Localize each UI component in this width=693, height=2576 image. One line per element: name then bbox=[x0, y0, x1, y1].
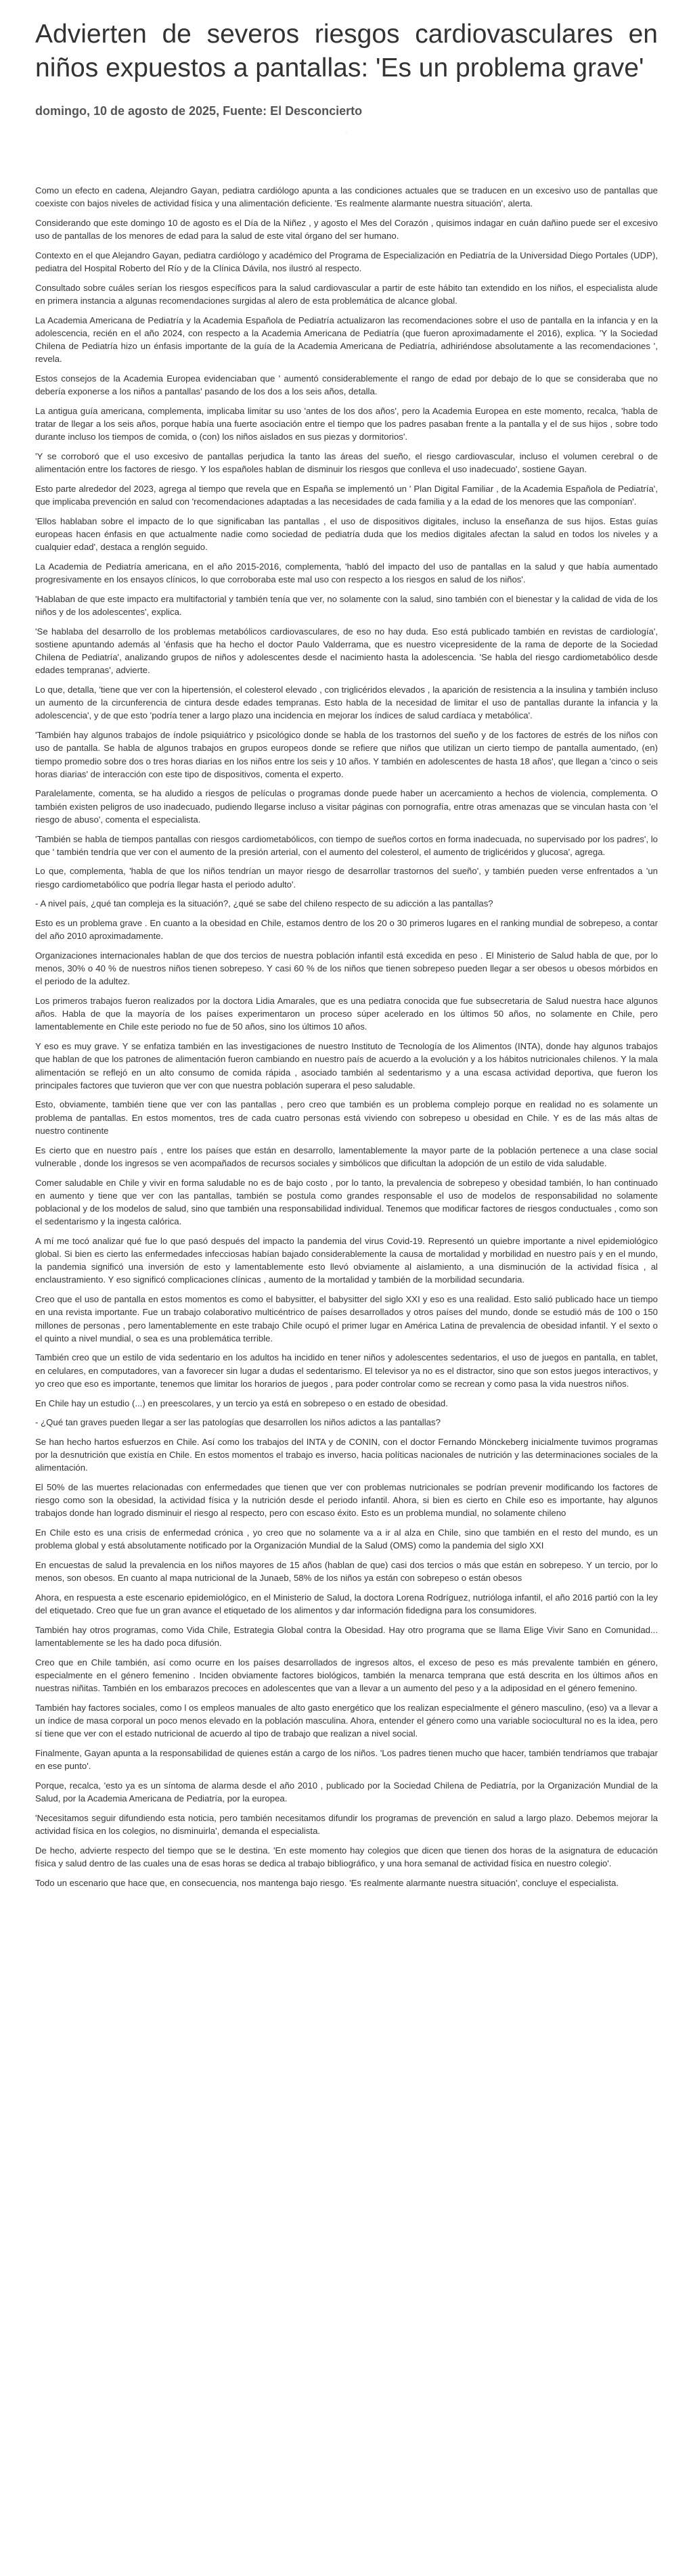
article-paragraph: 'También se habla de tiempos pantallas con riesgos cardiometabólicos, con tiempo de sueños cortos en forma inadecuada, no supervisado por los padres', lo que ' también tendría que ver con el aumento de la presión arterial, con el aumento del colesterol, el aumento de triglicéridos y glucosa', agrega. bbox=[35, 833, 658, 857]
article-title: Advierten de severos riesgos cardiovasculares en niños expuestos a pantallas: 'Es un problema grave' bbox=[35, 20, 658, 83]
article-paragraph: Ahora, en respuesta a este escenario epidemiológico, en el Ministerio de Salud, la doctora Lorena Rodríguez, nutrióloga infantil, el año 2016 partió con la ley del etiquetado. Creo que fue un gran avance el etiquetado de los alimentos y dar información fidedigna para los consumidores. bbox=[35, 1592, 658, 1616]
article-paragraph: Estos consejos de la Academia Europea evidenciaban que ' aumentó considerablemente el rango de edad por debajo de lo que se consideraba que no debería exponerse a los niños a pantallas' pasando de los dos a los seis años, detalla. bbox=[35, 373, 658, 397]
article-paragraph: 'Necesitamos seguir difundiendo esta noticia, pero también necesitamos difundir los programas de prevención en salud a largo plazo. Debemos mejorar la actividad física en los colegios, no disminuirla', demanda el especialista. bbox=[35, 1812, 658, 1837]
article-paragraph: 'Hablaban de que este impacto era multifactorial y también tenía que ver, no solamente con la salud, sino también con el bienestar y la calidad de vida de los niños y de los adolescentes', explica. bbox=[35, 593, 658, 617]
article-paragraph: Comer saludable en Chile y vivir en forma saludable no es de bajo costo , por lo tanto, la prevalencia de sobrepeso y obesidad también, lo han continuado en aumento y tiene que ver con las pantallas, también se postula como grandes responsable el uso de modelos de responsabilidad no solamente poblacional y de los modelos de salud, sino que también una responsabilidad individual. Tenemos que modificar factores de riesgos conductuales , como son el sedentarismo y la ingesta calórica. bbox=[35, 1177, 658, 1227]
article-paragraph: El 50% de las muertes relacionadas con enfermedades que tienen que ver con problemas nutricionales se podrían prevenir modificando los factores de riesgo como son la obesidad, la actividad física y la nutrición desde el periodo infantil. Ahora, si bien es cierto en Chile eso es importante, hay algunos trabajos donde han logrado disminuir el riesgo al respecto, pero con escaso éxito. Esto es un problema mundial, no solamente chileno bbox=[35, 1482, 658, 1519]
article-paragraph: Considerando que este domingo 10 de agosto es el Día de la Niñez , y agosto el Mes del Corazón , quisimos indagar en cuán dañino puede ser el excesivo uso de pantallas de los menores de edad para la salud de este vital órgano del ser humano. bbox=[35, 217, 658, 242]
article-paragraph: Todo un escenario que hace que, en consecuencia, nos mantenga bajo riesgo. 'Es realmente alarmante nuestra situación', concluye el especialista. bbox=[35, 1877, 619, 1888]
article-paragraph: Esto parte alrededor del 2023, agrega al tiempo que revela que en España se implementó un ' Plan Digital Familiar , de la Academia Española de Pediatría', que implicaba prevención en salud con 'recomendaciones adaptadas a las necesidades de cada familia y a la edad de los menores que las componían'. bbox=[35, 483, 658, 507]
article-paragraph: Porque, recalca, 'esto ya es un síntoma de alarma desde el año 2010 , publicado por la Sociedad Chilena de Pediatría, por la Organización Mundial de la Salud, por la Academia Americana de Pediatría, por la europea. bbox=[35, 1780, 658, 1804]
article-paragraph: Esto, obviamente, también tiene que ver con las pantallas , pero creo que también es un problema complejo porque en realidad no es solamente un problema de pantallas. En estos momentos, tres de cada cuatro personas está viviendo con sobrepeso u obesidad en Chile. Y es de las más altas de nuestro continente bbox=[35, 1099, 658, 1136]
article-paragraph: Organizaciones internacionales hablan de que dos tercios de nuestra población infantil está excedida en peso . El Ministerio de Salud habla de que, por lo menos, 30% o 40 % de nuestros niños tienen sobrepeso. Y casi 60 % de los niños que tienen sobrepeso pueden llegar a ser obesos u obesos mórbidos en el periodo de la adultez. bbox=[35, 950, 658, 987]
article-paragraph: Los primeros trabajos fueron realizados por la doctora Lidia Amarales, que es una pediatra conocida que fue subsecretaria de Salud nuestra hace algunos años. Habla de que la mayoría de los países experimentaron un proceso súper acelerado en los últimos 50 años, no solamente en Chile, pero lamentablemente en Chile este periodo no fue de 50 años, sino los últimos 10 años. bbox=[35, 996, 658, 1032]
article-paragraph: También hay otros programas, como Vida Chile, Estrategia Global contra la Obesidad. Hay otro programa que se llama Elige Vivir Sano en Comunidad... lamentablemente se les ha dado poca difusión. bbox=[35, 1624, 658, 1649]
article-paragraph: - ¿Qué tan graves pueden llegar a ser las patologías que desarrollen los niños adictos a las pantallas? bbox=[35, 1417, 441, 1428]
article-body bbox=[35, 184, 658, 1889]
article-paragraph: Consultado sobre cuáles serían los riesgos específicos para la salud cardiovascular a partir de este hábito tan extendido en los niños, el especialista alude en primera instancia a algunas recomendaciones surgidas al alero de esta problemática de alcance global. bbox=[35, 282, 658, 306]
article-paragraph: En Chile esto es una crisis de enfermedad crónica , yo creo que no solamente va a ir al alza en Chile, sino que también en el resto del mundo, es un problema global y está absolutamente notificado por la Organización Mundial de la Salud (OMS) como la pandemia del siglo XXI bbox=[35, 1527, 658, 1551]
article-paragraph: 'También hay algunos trabajos de índole psiquiátrico y psicológico donde se habla de los trastornos del sueño y de los factores de estrés de los niños con uso de pantalla. Se habla de algunos trabajos en grupos europeos donde se refiere que niños que utilizan un cierto tiempo de pantalla aumentado, (en) tiempo promedio sobre dos o tres horas diarias en los niños entre los seis y 10 años. Y también en adolescentes de hasta 18 años', que llegan a 'cinco o seis horas diarias' de interacción con este tipo de dispositivos, comenta el experto. bbox=[35, 730, 658, 779]
article-paragraph: Es cierto que en nuestro país , entre los países que están en desarrollo, lamentablemente la mayor parte de la población pertenece a una clase social vulnerable , donde los ingresos se ven acompañados de recursos sociales y simbólicos que dificultan la adopción de un estilo de vida saludable. bbox=[35, 1145, 658, 1168]
article-paragraph: 'Se hablaba del desarrollo de los problemas metabólicos cardiovasculares, de eso no hay duda. Eso está publicado también en revistas de cardiología', sostiene apuntando además al 'énfasis que ha hecho el doctor Paulo Valderrama, que es nuestro vicepresidente de la rama de deporte de la Sociedad Chilena de Pediatría', analizando grupos de niños y adolescentes desde el nacimiento hasta la adolescencia. 'Se habla del riesgo cardiometabólico desde edades tempranas', advierte. bbox=[35, 626, 658, 676]
article-paragraph: Lo que, detalla, 'tiene que ver con la hipertensión, el colesterol elevado , con triglicéridos elevados , la aparición de resistencia a la insulina y también incluso un aumento de la circunferencia de cintura desde edades tempranas. Esto habla de la necesidad de limitar el uso de pantallas durante la infancia y la adolescencia', y de que esto 'podría tener a largo plazo una incidencia en mejorar los índices de salud cardíaca y metabólica'. bbox=[35, 685, 658, 721]
article-paragraph: También hay factores sociales, como l os empleos manuales de alto gasto energético que los realizan especialmente el género masculino, (eso) va a llevar a un índice de masa corporal un poco menos elevado en la población masculina. Ahora, entender el género como una variable sociocultural no es la idea, pero sí tiene que ver con el estado nutricional de acuerdo al tipo de trabajo que realizan a nivel social. bbox=[35, 1702, 658, 1739]
article-paragraph: Finalmente, Gayan apunta a la responsabilidad de quienes están a cargo de los niños. 'Los padres tienen mucho que hacer, también tendríamos que trabajar en ese punto'. bbox=[35, 1748, 658, 1772]
article-paragraph: Como un efecto en cadena, Alejandro Gayan, pediatra cardiólogo apunta a las condiciones actuales que se traducen en un excesivo uso de pantallas que coexiste con bajos niveles de actividad física y una alimentación deficiente. 'Es realmente alarmante nuestra situación', alerta. bbox=[35, 185, 658, 209]
article-paragraph: Lo que, complementa, 'habla de que los niños tendrían un mayor riesgo de desarrollar trastornos del sueño', y también pueden verse enfrentados a 'un riesgo cardiometabólico que podría llegar hasta el periodo adulto'. bbox=[35, 866, 658, 890]
article-paragraph: Esto es un problema grave . En cuanto a la obesidad en Chile, estamos dentro de los 20 o 30 primeros lugares en el ranking mundial de sobrepeso, a contar del año 2010 aproximadamente. bbox=[35, 918, 658, 942]
article-paragraph: Creo que el uso de pantalla en estos momentos es como el babysitter, el babysitter del siglo XXI y eso es una realidad. Esto salió publicado hace un tiempo en una revista importante. Fue un trabajo colaborativo multicéntrico de países desarrollados y otros países del mundo, donde se estudió más de 100 o 150 millones de personas , pero lamentablemente en este trabajo Chile ocupó el primer lugar en América Latina de prevalencia de obesidad infantil. Y el sexto o el quinto a nivel mundial, o sea es una problemática terrible. bbox=[35, 1294, 658, 1343]
article-paragraph: Creo que en Chile también, así como ocurre en los países desarrollados de ingresos altos, el exceso de peso es más prevalente también en género, especialmente en el género femenino . Inciden obviamente factores biológicos, también la menarca temprana que está descrita en los últimos años en nuestras niñitas. También en los embarazos precoces en adolescentes que van a llevar a un aumento del peso y a la adiposidad en el género femenino. bbox=[35, 1657, 658, 1694]
article-paragraph: 'Y se corroboró que el uso excesivo de pantallas perjudica la tanto las áreas del sueño, el riesgo cardiovascular, incluso el volumen cerebral o de alimentación entre los factores de riesgo. Y los españoles hablan de disminuir los riesgos que conlleva el uso inadecuado', sostiene Gayan. bbox=[35, 451, 658, 475]
article-paragraph: La Academia de Pediatría americana, en el año 2015-2016, complementa, 'habló del impacto del uso de pantallas en la salud y que había aumentado progresivamente en los ensayos clínicos, lo que corroboraba este mal uso con respecto a los riesgos en salud de los niños'. bbox=[35, 561, 658, 585]
article-paragraph: 'Ellos hablaban sobre el impacto de lo que significaban las pantallas , el uso de dispositivos digitales, incluso la enseñanza de sus hijos. Estas guías europeas hacen énfasis en que actualmente nadie como sociedad de pediatría duda que los medios digitales afectan la salud en todos los niveles y a cualquier edad', destaca a renglón seguido. bbox=[35, 515, 658, 553]
article-paragraph: Y eso es muy grave. Y se enfatiza también en las investigaciones de nuestro Instituto de Tecnología de los Alimentos (INTA), donde hay algunos trabajos que hablan de que los patrones de alimentación fueron cambiando en nuestro país de acuerdo a la evolución y a los hábitos nutricionales chilenos. Y la mala alimentación se reflejó en un alto consumo de comida rápida , asociado también al sedentarismo y a una escasa actividad deportiva, que fueron los principales factores que tuvieron que ver con que nuestra población superara el peso saludable. bbox=[35, 1041, 658, 1090]
article-paragraph: La Academia Americana de Pediatría y la Academia Española de Pediatría actualizaron las recomendaciones sobre el uso de pantalla en la infancia y en la adolescencia, recién en el año 2024, con respecto a la Academia Americana de Pediatría (que fueron aproximadamente el 2016), explica. 'Y la Sociedad Chilena de Pediatría hizo un énfasis importante de la guía de la Academia Americana de Pediatría, adhiriéndose absolutamente a las recomendaciones ', revela. bbox=[35, 315, 658, 365]
article-paragraph: A mí me tocó analizar qué fue lo que pasó después del impacto la pandemia del virus Covid-19. Representó un quiebre importante a nivel epidemiológico global. Si bien es cierto las enfermedades infecciosas habían bajado considerablemente la causa de mortalidad y morbilidad en nuestro país y en el mundo, la pandemia significó una inversión de esto y lamentablemente esto llevó obviamente al aislamiento, a una disminución de la actividad física , al enclaustramiento. Y eso significó complicaciones clínicas , aumento de la mortalidad y también de la morbilidad secundaria. bbox=[35, 1235, 658, 1285]
article-meta: domingo, 10 de agosto de 2025, Fuente: El Desconcierto bbox=[35, 104, 363, 118]
article-paragraph: Contexto en el que Alejandro Gayan, pediatra cardiólogo y académico del Programa de Especialización en Pediatría de la Universidad Diego Portales (UDP), pediatra del Hospital Roberto del Río y de la Clínica Dávila, nos ilustró al respecto. bbox=[35, 250, 658, 274]
article-paragraph: Se han hecho hartos esfuerzos en Chile. Así como los trabajos del INTA y de CONIN, con el doctor Fernando Mönckeberg inicialmente tuvimos programas por la desnutrición que existía en Chile. En estos momentos el trabajo es inverso, hacia políticas nacionales de nutrición y las determinaciones sociales de la alimentación. bbox=[35, 1436, 658, 1473]
article-paragraph: En Chile hay un estudio (...) en preescolares, y un tercio ya está en sobrepeso o en estado de obesidad. bbox=[35, 1398, 448, 1408]
article-paragraph: De hecho, advierte respecto del tiempo que se le destina. 'En este momento hay colegios que dicen que tienen dos horas de la asignatura de educación física y salud dentro de las cuales una de esas horas se dedica al trabajo bibliográfico, y una hora semanal de actividad física en nuestro colegio'. bbox=[35, 1845, 658, 1868]
article-paragraph: La antigua guía americana, complementa, implicaba limitar su uso 'antes de los dos años', pero la Academia Europea en este momento, recalca, 'habla de tratar de llegar a los seis años, porque había una fuerte asociación entre el tiempo que los padres pasaban frente a la pantalla y el de sus hijos , sobre todo durante incluso los tiempos de comida, o (con) los niños aislados en sus piezas y dormitorios'. bbox=[35, 405, 658, 442]
article-paragraph: - A nivel país, ¿qué tan compleja es la situación?, ¿qué se sabe del chileno respecto de su adicción a las pantallas? bbox=[35, 898, 493, 909]
separator-dot: · bbox=[345, 129, 348, 135]
article-paragraph: También creo que un estilo de vida sedentario en los adultos ha incidido en tener niños y adolescentes sedentarios, el uso de juegos en pantalla, en tablet, en celulares, en computadores, van a favorecer sin lugar a dudas el sedentarismo. El televisor ya no es el distractor, sino que son estos juegos interactivos, y yo creo que eso es importante, tenemos que limitar los horarios de juegos , para poder controlar como se recrean y como pasa la vida nuestros niños. bbox=[35, 1352, 658, 1389]
article-paragraph: En encuestas de salud la prevalencia en los niños mayores de 15 años (hablan de que) casi dos tercios o más que están en sobrepeso. Y un tercio, por lo menos, son obesos. En cuanto al mapa nutricional de la Junaeb, 58% de los niños ya están con sobrepeso o están obesos bbox=[35, 1560, 658, 1584]
article-paragraph: Paralelamente, comenta, se ha aludido a riesgos de películas o programas donde puede haber un acercamiento a hechos de violencia, complementa. O también existen peligros de uso inadecuado, pudiendo llegarse incluso a visitar páginas con pornografía, entre otras amenazas que se vinculan hasta con 'el riesgo de abuso', comenta el especialista. bbox=[35, 788, 658, 825]
